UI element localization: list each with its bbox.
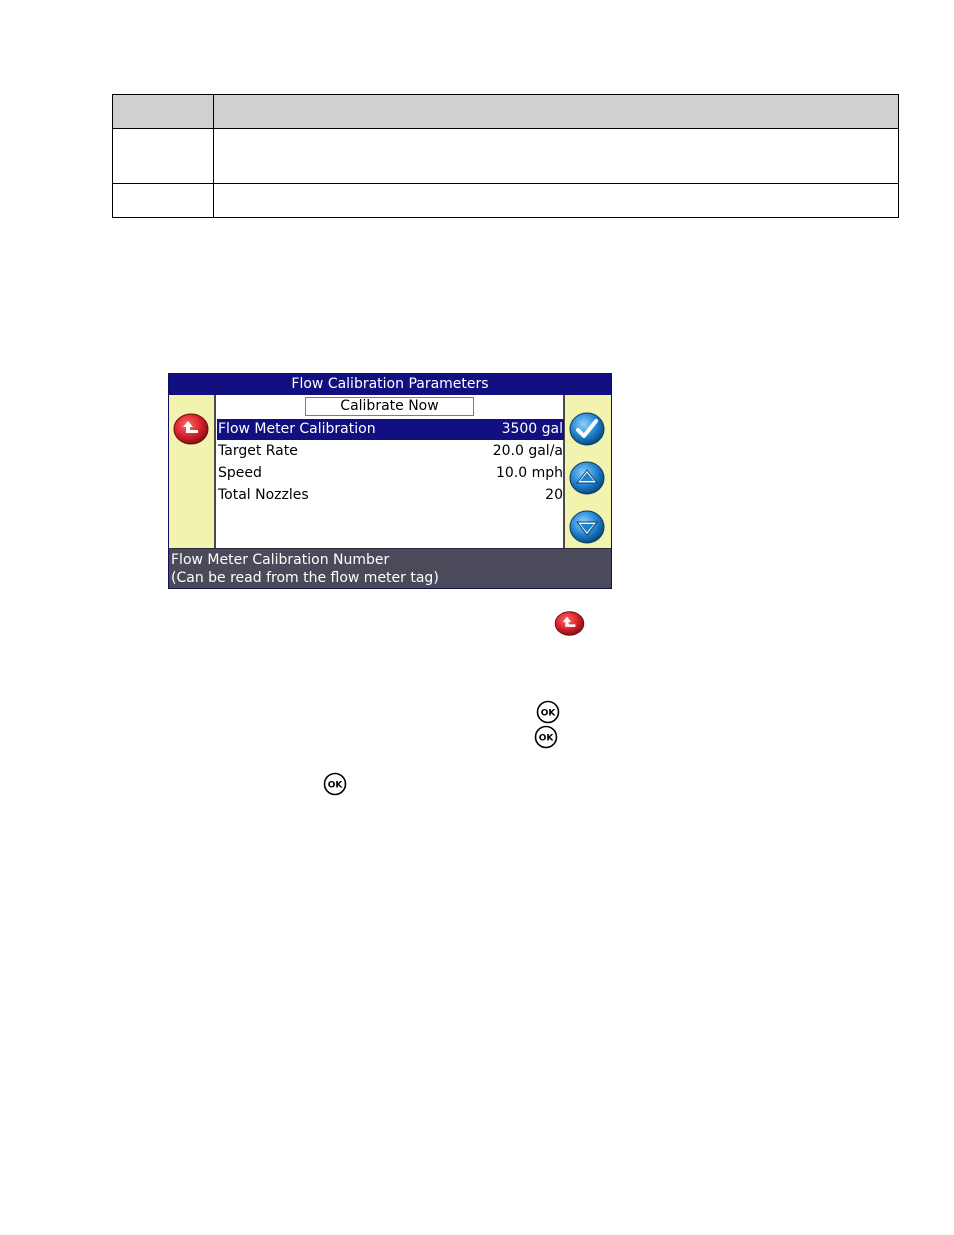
- up-arrow-icon: [569, 460, 605, 496]
- row-label: Total Nozzles: [218, 487, 309, 503]
- ok-label: OK: [327, 780, 343, 791]
- checkmark-icon: [569, 411, 605, 447]
- left-side-panel: [169, 395, 214, 548]
- table-header-cell: [214, 95, 899, 129]
- row-label: Speed: [218, 465, 262, 481]
- table-header-cell: [113, 95, 214, 129]
- ok-button-icon: [323, 772, 347, 796]
- info-table: [112, 94, 899, 218]
- status-line: (Can be read from the flow meter tag): [171, 570, 439, 586]
- table-cell: [214, 184, 899, 218]
- ok-button-icon: [536, 700, 560, 724]
- list-item[interactable]: [217, 441, 564, 462]
- device-screen: [168, 373, 612, 589]
- right-side-panel: [566, 395, 611, 548]
- table-cell: [113, 129, 214, 184]
- table-cell: [214, 129, 899, 184]
- back-arrow-icon: [173, 411, 209, 447]
- row-label: Target Rate: [218, 443, 298, 459]
- status-bar: [169, 548, 611, 588]
- screen-title: Flow Calibration Parameters: [169, 374, 611, 395]
- calibrate-now-button[interactable]: Calibrate Now: [305, 397, 474, 416]
- down-arrow-icon: [569, 509, 605, 545]
- table-cell: [113, 184, 214, 218]
- list-item[interactable]: [217, 485, 564, 506]
- scroll-up-button[interactable]: [569, 460, 605, 496]
- ok-label: OK: [538, 733, 554, 744]
- list-item[interactable]: [217, 463, 564, 484]
- back-arrow-icon: [554, 610, 585, 637]
- row-value: 3500 gal: [501, 421, 563, 437]
- row-value: 20.0 gal/a: [492, 443, 563, 459]
- row-value: 20: [545, 487, 563, 503]
- back-button[interactable]: [173, 411, 209, 447]
- row-label: Flow Meter Calibration: [218, 421, 376, 437]
- ok-label: OK: [540, 708, 556, 719]
- accept-button[interactable]: [569, 411, 605, 447]
- parameter-list: [214, 395, 565, 548]
- status-line: Flow Meter Calibration Number: [171, 552, 390, 568]
- ok-button-icon: [534, 725, 558, 749]
- scroll-down-button[interactable]: [569, 509, 605, 545]
- row-value: 10.0 mph: [495, 465, 563, 481]
- list-item[interactable]: [217, 419, 564, 440]
